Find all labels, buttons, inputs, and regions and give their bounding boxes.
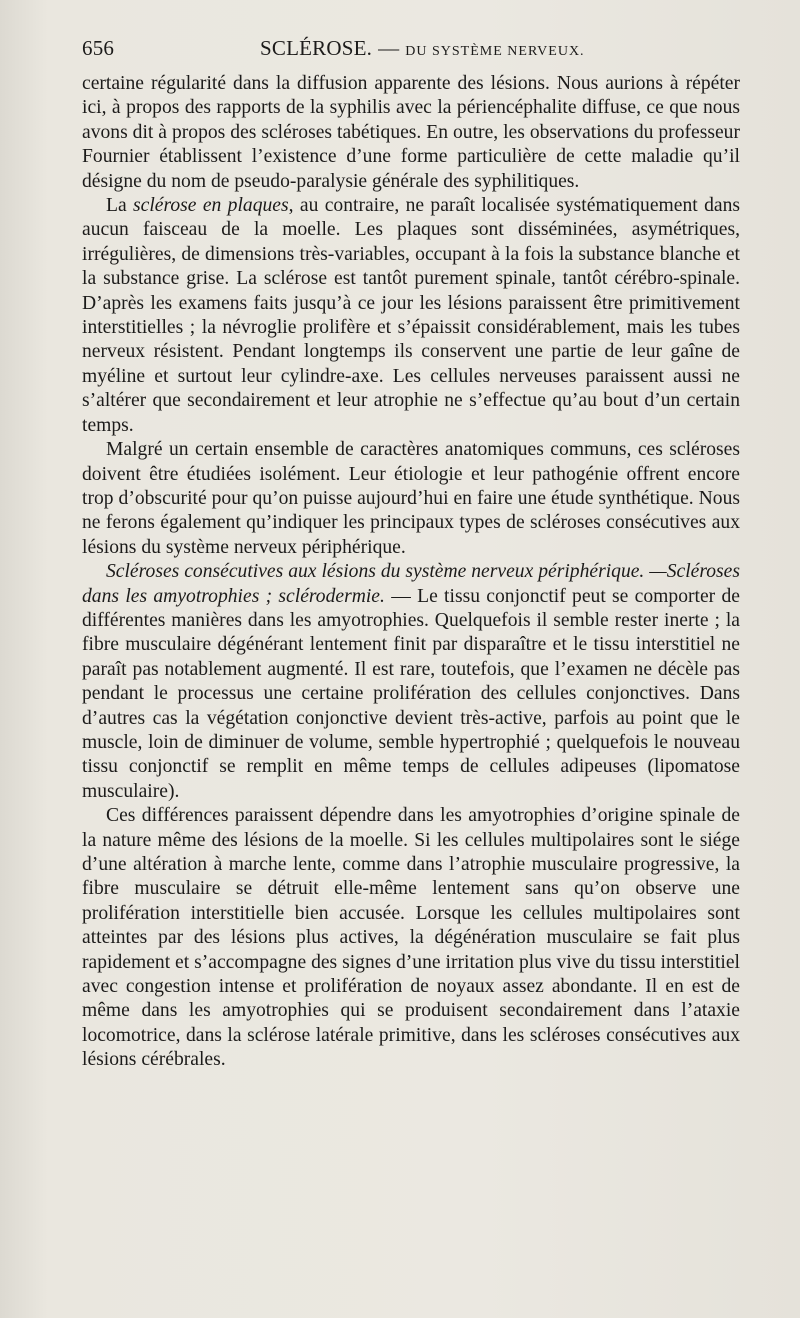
paragraph-4-text: — Le tissu conjonctif peut se comporter de différentes manières dans les amyotrophies. Quelquefois il semble rester inerte ; la fibre musculaire dégénérant lentement finit par disparaître et le tissu interstitiel ne paraît pas notablement augmenté. Il est rare, toutefois, que l’examen ne décèle pas pendant le processus une certaine prolifération des cellules conjonctives. Dans d’autres cas la végétation conjonctive devient très-active, parfois au point que le muscle, loin de diminuer de volume, semble hypertrophié ; quelquefois le nouveau tissu conjonctif se remplit en même temps de cellules adipeuses (lipomatose musculaire). [82, 585, 740, 802]
page-header [82, 36, 740, 64]
paragraph-1: certaine régularité dans la diffusion apparente des lésions. Nous aurions à répéter ici, à propos des rapports de la syphilis avec la périencéphalite diffuse, ce que nous avons dit à propos des scléroses tabétiques. En outre, les observations du professeur Fournier établissent l’existence d’une forme particulière de cette maladie qu’il désigne du nom de pseudo-paralysie générale des syphilitiques. [82, 73, 740, 192]
page-number: 656 [82, 36, 115, 60]
section-heading: Scléroses consécutives aux lésions du système nerveux périphérique. —Scléroses dans les amyotrophies ; sclérodermie. [82, 561, 740, 607]
sclerose-en-plaques-term: sclérose en plaques [133, 195, 289, 217]
paragraph-4 [82, 560, 740, 804]
paragraph-3: Malgré un certain ensemble de caractères anatomiques communs, ces scléroses doivent être étudiées isolément. Leur étiologie et leur pathogénie offrent encore trop d’obscurité pour qu’on puisse aujourd’hui en faire une étude synthétique. Nous ne ferons également qu’indiquer les principaux types de scléroses consécutives aux lésions du système nerveux périphérique. [82, 439, 740, 558]
running-title-subtitle: DU SYSTÈME NERVEUX. [405, 44, 585, 59]
body-text [82, 72, 740, 1073]
running-title-dash: — [378, 36, 400, 60]
running-title-main: SCLÉROSE. [260, 36, 373, 60]
paragraph-5: Ces différences paraissent dépendre dans les amyotrophies d’origine spinale de la nature même des lésions de la moelle. Si les cellules multipolaires sont le siége d’une altération à marche lente, comme dans l’atrophie musculaire progressive, la fibre musculaire se détruit elle-même lentement sans qu’on observe une prolifération interstitielle bien accusée. Lorsque les cellules multipolaires sont atteintes par des lésions plus actives, la dégénération musculaire se fait plus rapidement et s’accompagne des signes d’une irritation plus vive du tissu interstitiel avec congestion intense et prolifération de noyaux assez abondante. Il en est de même dans les amyotrophies qui se produisent secondairement dans l’ataxie locomotrice, dans la sclérose latérale primitive, dans les scléroses consécutives aux lésions cérébrales. [82, 805, 740, 1071]
paragraph-2 [82, 194, 740, 438]
paragraph-2-prefix: La [106, 195, 134, 217]
paragraph-2-text: , au contraire, ne paraît localisée systématiquement dans aucun faisceau de la moelle. Les plaques sont disséminées, asymétriques, irrégulières, de dimensions très-variables, occupant à la fois la substance blanche et la substance grise. La sclérose est tantôt purement spinale, tantôt cérébro-spinale. D’après les examens faits jusqu’à ce jour les lésions paraissent être primitivement interstitielles ; la névroglie prolifère et s’épaissit considérablement, mais les tubes nerveux résistent. Pendant longtemps ils conservent une partie de leur gaîne de myéline et surtout leur cylindre-axe. Les cellules nerveuses paraissent aussi ne s’altérer que secondairement et leur atrophie ne s’effectue qu’au bout d’un certain temps. [82, 195, 740, 436]
running-title [260, 36, 585, 61]
